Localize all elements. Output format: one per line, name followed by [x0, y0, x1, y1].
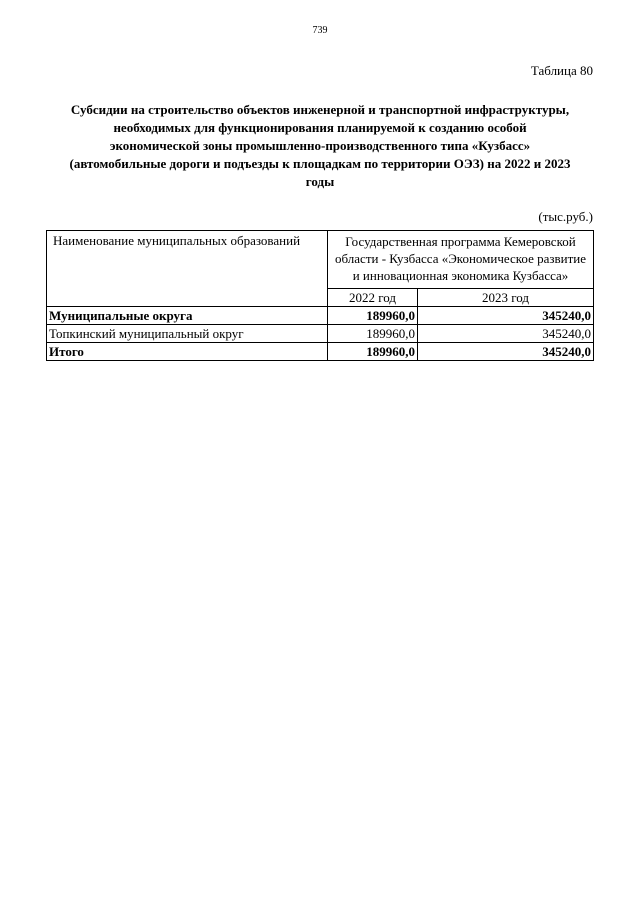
row-value-2023: 345240,0: [418, 307, 594, 325]
row-value-2023: 345240,0: [418, 325, 594, 343]
row-name: Муниципальные округа: [47, 307, 328, 325]
row-value-2023: 345240,0: [418, 343, 594, 361]
subsidy-table: [46, 230, 594, 361]
title-line-5: годы: [305, 174, 335, 189]
document-title: [40, 101, 600, 191]
header-municipality: Наименование муниципальных образований: [47, 231, 328, 307]
title-line-1: Субсидии на строительство объектов инженерной и транспортной инфраструктуры,: [70, 102, 570, 117]
title-line-2: необходимых для функционирования планируемой к созданию особой: [113, 120, 527, 135]
table-row-total: [47, 343, 594, 361]
title-line-4: (автомобильные дороги и подъезды к площадкам по территории ОЭЗ) на 2022 и 2023: [69, 156, 571, 171]
table-header-row: [47, 231, 594, 289]
row-value-2022: 189960,0: [328, 343, 418, 361]
header-year-2022: 2022 год: [328, 289, 418, 307]
page-number: 739: [312, 25, 328, 36]
row-value-2022: 189960,0: [328, 325, 418, 343]
row-name: Итого: [47, 343, 328, 361]
table-row: [47, 325, 594, 343]
table-row: [47, 307, 594, 325]
units-label: (тыс.руб.): [538, 209, 593, 224]
table-caption: Таблица 80: [530, 63, 593, 78]
header-year-2023: 2023 год: [418, 289, 594, 307]
row-name: Топкинский муниципальный округ: [47, 325, 328, 343]
title-line-3: экономической зоны промышленно-производственного типа «Кузбасс»: [109, 138, 531, 153]
header-program: Государственная программа Кемеровской области - Кузбасса «Экономическое развитие и инновационная экономика Кузбасса»: [328, 231, 594, 289]
row-value-2022: 189960,0: [328, 307, 418, 325]
